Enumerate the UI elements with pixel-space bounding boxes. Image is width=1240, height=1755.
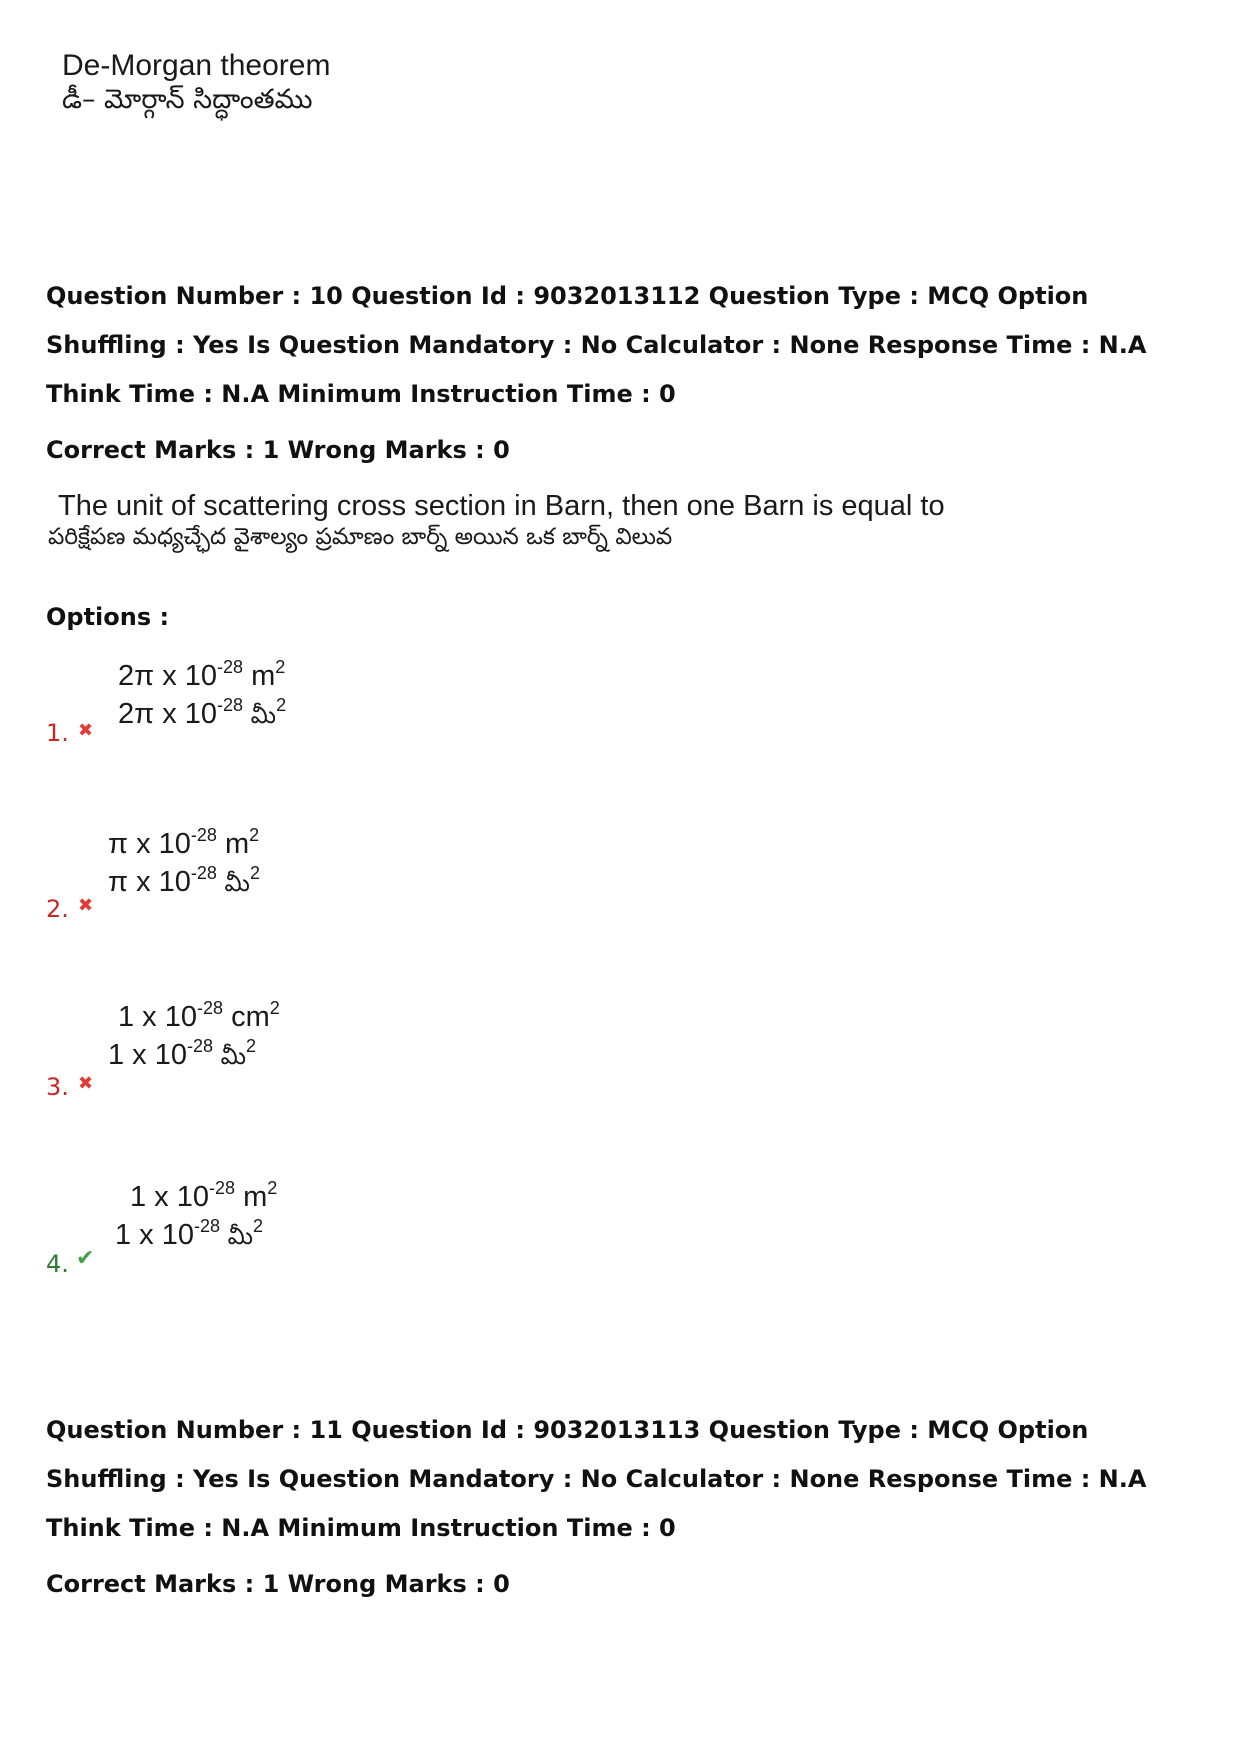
option-2-en: π x $10^{-28}$ $m^2$ (108, 825, 260, 860)
question-text (48, 489, 945, 551)
option-3-te: 1 x $10^{-28}$ మీ$^2$ (108, 1036, 257, 1071)
question-meta: Question Number : 10 Question Id : 9032013112 Question Type : MCQ Option Shuffling : Yes Is Question Mandatory : No Calculator : None Response Time : N.A Think Time : N.A Minimum Instruction Time : 0 (46, 282, 1147, 408)
cross-icon: ✖ (78, 895, 94, 916)
question-meta: Question Number : 11 Question Id : 9032013113 Question Type : MCQ Option Shuffling : Yes Is Question Mandatory : No Calculator : None Response Time : N.A Think Time : N.A Minimum Instruction Time : 0 (46, 1416, 1147, 1542)
options-label: Options : (46, 603, 170, 631)
option-4-te: 1 x $10^{-28}$ మీ$^2$ (115, 1216, 264, 1251)
question-marks: Correct Marks : 1 Wrong Marks : 0 (46, 436, 510, 464)
cross-icon: ✖ (78, 1073, 94, 1094)
option-3-en: 1 x $10^{-28}$ $cm^2$ (118, 998, 280, 1033)
option-2-number: 2. (46, 895, 69, 923)
option-3-number: 3. (46, 1073, 69, 1101)
option-4-number: 4. (46, 1250, 69, 1278)
cross-icon: ✖ (78, 720, 94, 741)
option-2-te: π x $10^{-28}$ మీ$^2$ (108, 863, 260, 898)
snippet-title-te: డీ– మోర్గాన్ సిద్ధాంతము (62, 84, 313, 115)
option-4-en: 1 x $10^{-28}$ $m^2$ (130, 1178, 278, 1213)
option-1-en: 2π x $10^{-28}$ $m^2$ (118, 657, 286, 692)
question-text-te: పరిక్షేపణ మధ్యచ్ఛేద వైశాల్యం ప్రమాణం బార్న్ అయిన ఒక బార్న్ విలువ (48, 523, 673, 550)
snippet-title-en: De-Morgan theorem (62, 49, 331, 82)
option-1-te: 2π x $10^{-28}$ మీ$^2$ (118, 695, 287, 730)
question-marks: Correct Marks : 1 Wrong Marks : 0 (46, 1570, 510, 1598)
check-icon: ✔ (76, 1246, 95, 1271)
question-text-en: The unit of scattering cross section in Barn, then one Barn is equal to (58, 490, 945, 522)
top-snippet (62, 48, 330, 116)
option-1-number: 1. (46, 719, 69, 747)
